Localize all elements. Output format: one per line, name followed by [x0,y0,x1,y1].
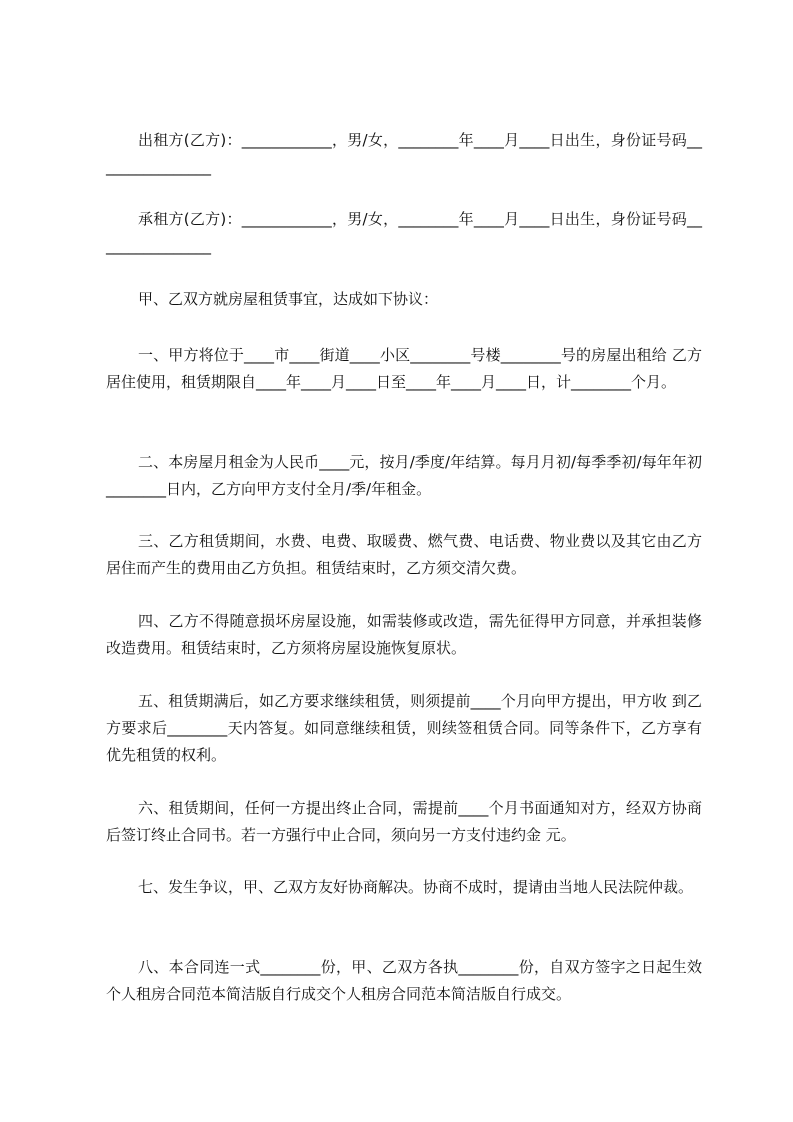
lessor-info-paragraph: 出租方(乙方)：____________，男/女，________年____月____日出生，身份证号码________________ [106,131,702,176]
clause-1-paragraph: 一、甲方将位于____市____街道____小区________号楼________号的房屋出租给 乙方居住使用，租赁期限自____年____月____日至____年____月____日，计________个月。 [106,346,702,391]
clause-2-paragraph: 二、本房屋月租金为人民币____元，按月/季度/年结算。每月月初/每季季初/每年年初________日内，乙方向甲方支付全月/季/年租金。 [106,453,702,498]
clause-5-paragraph: 五、租赁期满后，如乙方要求继续租赁，则须提前____个月向甲方提出，甲方收 到乙方要求后________天内答复。如同意继续租赁，则续签租赁合同。同等条件下，乙方享有优先租赁的权利。 [106,692,702,764]
clause-3-paragraph: 三、乙方租赁期间，水费、电费、取暖费、燃气费、电话费、物业费以及其它由乙方居住而产生的费用由乙方负担。租赁结束时，乙方须交清欠费。 [106,532,702,577]
clause-7-paragraph: 七、发生争议，甲、乙双方友好协商解决。协商不成时，提请由当地人民法院仲裁。 [138,878,694,896]
clause-8-paragraph: 八、本合同连一式________份，甲、乙双方各执________份，自双方签字之日起生效个人租房合同范本简洁版自行成交个人租房合同范本简洁版自行成交。 [106,958,702,1003]
clause-6-paragraph: 六、租赁期间，任何一方提出终止合同，需提前____个月书面通知对方，经双方协商后签订终止合同书。若一方强行中止合同，须向另一方支付违约金 元。 [106,799,702,844]
lessee-info-paragraph: 承租方(乙方)：____________，男/女，________年____月____日出生，身份证号码________________ [106,210,702,255]
agreement-intro-paragraph: 甲、乙双方就房屋租赁事宜，达成如下协议： [138,290,439,308]
clause-4-paragraph: 四、乙方不得随意损坏房屋设施，如需装修或改造，需先征得甲方同意，并承担装修改造费用。租赁结束时，乙方须将房屋设施恢复原状。 [106,612,702,657]
